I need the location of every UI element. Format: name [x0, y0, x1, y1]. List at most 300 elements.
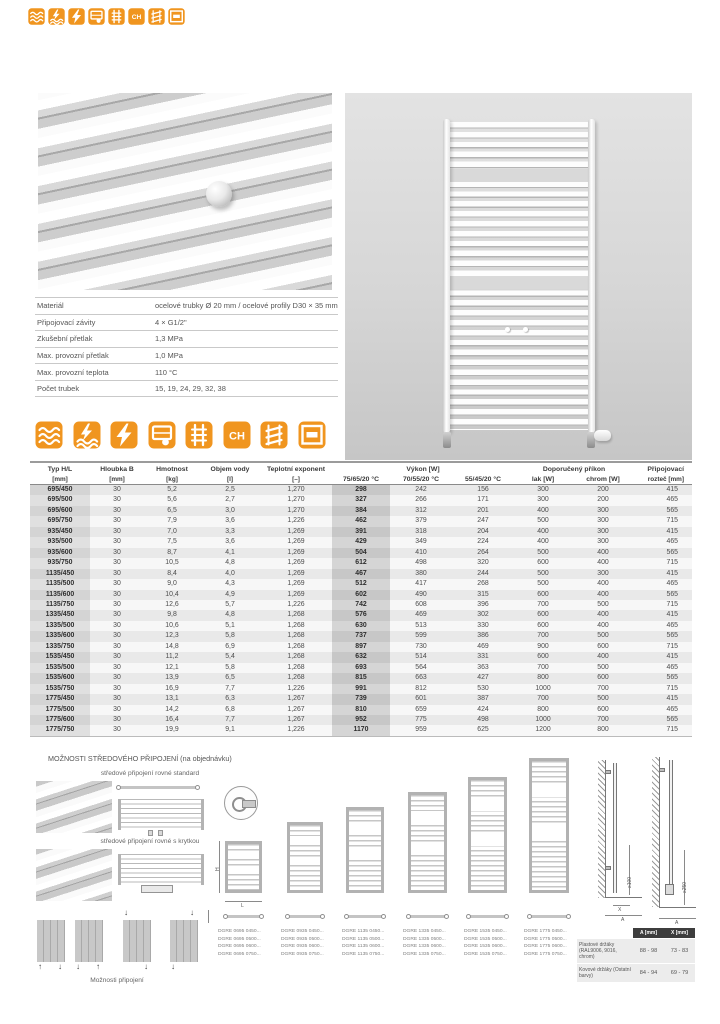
- spec-cell: 1,268: [260, 621, 332, 631]
- material-value: 1,3 MPa: [155, 334, 183, 344]
- spec-cell: 415: [634, 485, 692, 496]
- spec-cell: 498: [452, 715, 514, 725]
- top-view-bar: [225, 915, 262, 918]
- spec-cell: 30: [90, 631, 144, 641]
- spec-cell: 465: [634, 705, 692, 715]
- radiator-size-drawing-5: [468, 777, 507, 893]
- radiator-tubes-graphic: [38, 93, 332, 290]
- model-code: DGRE 1135 0750...: [342, 951, 385, 957]
- wall-bracket: [605, 770, 611, 774]
- model-code: DGRE 1335 0750...: [403, 951, 446, 957]
- spec-cell: 1,226: [260, 516, 332, 526]
- spec-cell: 300: [572, 537, 634, 547]
- material-label: Počet trubek: [37, 384, 80, 394]
- model-code: DGRE 1535 0750...: [464, 951, 507, 957]
- bracket-row-a: 84 - 94: [639, 970, 658, 976]
- spec-cell: 400: [514, 506, 572, 516]
- bracket-table-header: [577, 928, 695, 938]
- model-code: DGRE 1535 0500...: [464, 936, 507, 942]
- spec-cell: 201: [452, 506, 514, 516]
- model-code: DGRE 1535 0600...: [464, 944, 507, 950]
- dim-line-x: [613, 905, 630, 906]
- dim-label-min1: ≥100: [627, 876, 633, 888]
- col-header-chrom: chrom [W]: [586, 475, 620, 483]
- spec-cell: 415: [634, 610, 692, 620]
- spec-cell: 5,1: [200, 621, 260, 631]
- spec-cell: 300: [514, 495, 572, 505]
- up-arrow-icon: ↑: [38, 962, 42, 971]
- spec-table-row: [30, 527, 692, 537]
- variant1-top-view: [118, 786, 198, 789]
- spec-cell: 16,4: [144, 715, 200, 725]
- spec-cell: 1,268: [260, 642, 332, 652]
- spec-cell: 1,268: [260, 652, 332, 662]
- materials-row: [35, 297, 338, 314]
- spec-cell: 19,9: [144, 725, 200, 736]
- spec-cell: 30: [90, 705, 144, 715]
- spec-cell: 514: [390, 652, 452, 662]
- spec-cell: 504: [332, 548, 390, 558]
- spec-cell: 30: [90, 621, 144, 631]
- spec-cell: 400: [572, 579, 634, 589]
- materials-row: [35, 363, 338, 380]
- spec-cell: 320: [452, 558, 514, 568]
- spec-cell: 700: [514, 663, 572, 673]
- spec-cell: 700: [514, 631, 572, 641]
- spec-cell: 6,3: [200, 694, 260, 704]
- spec-cell: 715: [634, 558, 692, 568]
- spec-cell: 300: [572, 516, 634, 526]
- spec-cell: 30: [90, 684, 144, 694]
- thermostat-knob-graphic: [206, 181, 232, 207]
- model-code: DGRE 1775 0600...: [524, 944, 567, 950]
- spec-cell: 897: [332, 642, 390, 652]
- spec-cell: 300: [572, 569, 634, 579]
- spec-cell: 247: [452, 516, 514, 526]
- model-label-column: [403, 928, 463, 958]
- material-value: 110 °C: [155, 367, 178, 377]
- spec-cell-typ: 1535/600: [30, 673, 90, 683]
- central-heating-icon: [128, 8, 145, 25]
- spec-cell: 599: [390, 631, 452, 641]
- spec-cell: 1,269: [260, 558, 332, 568]
- dim-tick: [208, 910, 209, 923]
- spec-cell: 500: [572, 663, 634, 673]
- window-frame-icon: [168, 8, 185, 25]
- spec-cell: 490: [390, 590, 452, 600]
- spec-cell: 600: [514, 652, 572, 662]
- top-view-bar: [287, 915, 323, 918]
- model-code: DGRE 0935 0450...: [281, 929, 324, 934]
- spec-cell-typ: 1535/500: [30, 663, 90, 673]
- top-view-bar: [529, 915, 569, 918]
- spec-cell: 30: [90, 694, 144, 704]
- spec-cell: 810: [332, 705, 390, 715]
- bracket-row-a: 88 - 98: [639, 948, 658, 954]
- spec-cell: 715: [634, 516, 692, 526]
- spec-cell: 700: [514, 600, 572, 610]
- spec-cell: 700: [514, 694, 572, 704]
- spec-cell: 1,269: [260, 527, 332, 537]
- spec-cell: 10,4: [144, 590, 200, 600]
- variant2-label: středové připojení rovné s krytkou: [100, 838, 200, 845]
- spec-cell: 391: [332, 527, 390, 537]
- spec-cell-typ: 695/600: [30, 506, 90, 516]
- connection-stub: [148, 830, 153, 836]
- col-header-t55: 55/45/20 °C: [465, 475, 501, 483]
- spec-cell: 424: [452, 705, 514, 715]
- spec-cell: 565: [634, 631, 692, 641]
- spec-cell: 3,6: [200, 516, 260, 526]
- model-code: DGRE 1335 0450...: [403, 929, 446, 934]
- dim-line-a2: [659, 918, 696, 919]
- spec-cell: 30: [90, 485, 144, 496]
- ladder-radiator-graphic: [443, 119, 595, 433]
- spec-cell: 469: [390, 610, 452, 620]
- valve-stub: [443, 432, 451, 448]
- spec-table-row: [30, 610, 692, 620]
- svg-text:CH: CH: [228, 430, 245, 443]
- spec-cell: 7,7: [200, 684, 260, 694]
- bracket-table-row: [577, 938, 695, 963]
- spec-cell: 30: [90, 558, 144, 568]
- radiator-full-photo: [345, 93, 692, 460]
- spec-cell: 700: [572, 715, 634, 725]
- hot-water-icon: [28, 8, 45, 25]
- spec-cell: 1,267: [260, 715, 332, 725]
- spec-table-row: [30, 621, 692, 631]
- electric-icon: [110, 421, 138, 449]
- spec-cell: 500: [514, 579, 572, 589]
- spec-cell-typ: 935/500: [30, 537, 90, 547]
- spec-cell: 12,1: [144, 663, 200, 673]
- materials-table: [35, 297, 338, 397]
- spec-cell: 693: [332, 663, 390, 673]
- spec-cell: 400: [514, 527, 572, 537]
- dim-label-min2: ≥250: [682, 881, 688, 893]
- radiator-side-view: [613, 763, 617, 893]
- angled-tubes-icon: [260, 421, 288, 449]
- spec-cell: 1,269: [260, 548, 332, 558]
- spec-cell: 715: [634, 600, 692, 610]
- spec-cell-typ: 1535/750: [30, 684, 90, 694]
- spec-cell: 4,8: [200, 610, 260, 620]
- spec-cell: 268: [452, 579, 514, 589]
- spec-cell: 465: [634, 663, 692, 673]
- spec-table-row: [30, 558, 692, 568]
- spec-cell: 600: [572, 642, 634, 652]
- radiator-size-drawing-3: [346, 807, 384, 893]
- spec-cell: 16,9: [144, 684, 200, 694]
- spec-cell: 387: [452, 694, 514, 704]
- spec-cell: 1,269: [260, 579, 332, 589]
- group-header-prikon: Doporučený příkon: [542, 466, 606, 473]
- spec-cell: 1,268: [260, 631, 332, 641]
- spec-cell: 5,8: [200, 631, 260, 641]
- wall-bracket: [659, 768, 665, 772]
- valve-side-view: [665, 884, 674, 895]
- spec-cell-typ: 1135/500: [30, 579, 90, 589]
- bracket-table-row: [577, 963, 695, 982]
- spec-cell: 600: [572, 705, 634, 715]
- central-heating-icon: [223, 421, 251, 449]
- floor-line: [659, 907, 696, 908]
- spec-cell: 9,8: [144, 610, 200, 620]
- spec-cell: 5,4: [200, 652, 260, 662]
- spec-cell: 6,9: [200, 642, 260, 652]
- spec-cell: 30: [90, 506, 144, 516]
- radiator-size-drawing-6: [529, 758, 569, 893]
- spec-cell: 380: [390, 569, 452, 579]
- spec-table-row: [30, 590, 692, 600]
- spec-cell: 1,269: [260, 537, 332, 547]
- spec-cell: 400: [572, 548, 634, 558]
- spec-cell: 630: [332, 621, 390, 631]
- col-header-t70: 70/55/20 °C: [403, 475, 439, 483]
- spec-table-row: [30, 506, 692, 516]
- model-label-column: [464, 928, 524, 958]
- spec-cell: 327: [332, 495, 390, 505]
- col-header-lak: lak [W]: [531, 475, 555, 483]
- spec-cell: 396: [452, 600, 514, 610]
- model-code: DGRE 1775 0450...: [524, 929, 567, 934]
- spec-cell: 565: [634, 548, 692, 558]
- spec-cell: 429: [332, 537, 390, 547]
- spec-cell: 4,8: [200, 558, 260, 568]
- material-value: ocelové trubky Ø 20 mm / ocelové profily D30 × 35 mm: [155, 301, 338, 311]
- down-arrow-icon: ↓: [124, 908, 128, 917]
- spec-cell: 315: [452, 590, 514, 600]
- spec-cell: 700: [572, 684, 634, 694]
- spec-cell: 465: [634, 621, 692, 631]
- radiator-rail-left: [443, 119, 450, 433]
- spec-cell: 632: [332, 652, 390, 662]
- spec-cell-typ: 1135/600: [30, 590, 90, 600]
- spec-cell: 7,9: [144, 516, 200, 526]
- spec-table-row: [30, 548, 692, 558]
- material-label: Připojovací závity: [37, 317, 96, 327]
- material-value: 1,0 MPa: [155, 350, 183, 360]
- spec-cell: 200: [572, 495, 634, 505]
- spec-table-row: [30, 652, 692, 662]
- spec-cell: 1200: [514, 725, 572, 736]
- spec-cell: 1,226: [260, 725, 332, 736]
- col-header-hmotnost: Hmotnost [kg]: [156, 466, 188, 483]
- spec-cell: 30: [90, 642, 144, 652]
- spec-cell: 1,269: [260, 590, 332, 600]
- spec-cell: 13,1: [144, 694, 200, 704]
- spec-cell: 576: [332, 610, 390, 620]
- vent-dot: [523, 327, 528, 332]
- bracket-row-x: 69 - 79: [670, 970, 689, 976]
- top-view-bar: [468, 915, 507, 918]
- bracket-row-label: Kovové držáky (Ostatní barvy): [579, 967, 631, 979]
- spec-table-row: [30, 516, 692, 526]
- spec-cell: 30: [90, 569, 144, 579]
- spec-table-row: [30, 663, 692, 673]
- spec-cell: 1,226: [260, 684, 332, 694]
- spec-cell: 3,3: [200, 527, 260, 537]
- spec-table-row: [30, 600, 692, 610]
- spec-cell: 300: [572, 527, 634, 537]
- spec-cell: 30: [90, 495, 144, 505]
- materials-row: [35, 380, 338, 398]
- spec-table: [30, 465, 692, 737]
- spec-cell: 386: [452, 631, 514, 641]
- radiator-valve-icon: [148, 421, 176, 449]
- spec-cell: 663: [390, 673, 452, 683]
- connection-option-1: [37, 920, 65, 962]
- bracket-row-x: 73 - 83: [670, 948, 689, 954]
- spec-cell: 465: [634, 495, 692, 505]
- model-code: DGRE 0695 0500...: [218, 936, 261, 942]
- spec-cell: 30: [90, 610, 144, 620]
- spec-cell: 302: [452, 610, 514, 620]
- spec-cell: 2,7: [200, 495, 260, 505]
- spec-cell: 469: [452, 642, 514, 652]
- spec-cell: 1,267: [260, 705, 332, 715]
- spec-cell-typ: 695/500: [30, 495, 90, 505]
- spec-cell: 512: [332, 579, 390, 589]
- model-label-column: [218, 928, 278, 958]
- spec-cell: 14,2: [144, 705, 200, 715]
- spec-cell: 7,0: [144, 527, 200, 537]
- window-frame-icon: [298, 421, 326, 449]
- spec-cell: 5,7: [200, 600, 260, 610]
- wall-bracket: [605, 866, 611, 870]
- materials-row: [35, 314, 338, 331]
- variant1-photo: [36, 781, 112, 833]
- top-view-bar: [408, 915, 447, 918]
- spec-cell-typ: 1335/600: [30, 631, 90, 641]
- bracket-dimension-table: [577, 928, 695, 982]
- spec-cell: 242: [390, 485, 452, 496]
- materials-row: [35, 347, 338, 364]
- spec-cell: 1000: [514, 715, 572, 725]
- spec-cell: 30: [90, 600, 144, 610]
- col-header-objem: Objem vody [l]: [210, 466, 250, 483]
- spec-cell-typ: 695/450: [30, 485, 90, 496]
- spec-cell: 1,270: [260, 495, 332, 505]
- up-arrow-icon: ↑: [96, 962, 100, 971]
- col-x-header: X [mm]: [664, 928, 695, 938]
- col-header-hloubka: Hloubka B [mm]: [100, 466, 134, 483]
- bracket-row-label: Plastové držáky (RAL9006, 9016, chrom): [579, 942, 617, 960]
- col-header-roztec: Připojovací rozteč [mm]: [647, 466, 684, 483]
- connection-stub: [158, 830, 163, 836]
- spec-table-row: [30, 642, 692, 652]
- radiator-gap: [449, 276, 589, 289]
- angled-tubes-icon: [148, 8, 165, 25]
- spec-cell: 379: [390, 516, 452, 526]
- spec-table-row: [30, 694, 692, 704]
- spec-cell: 602: [332, 590, 390, 600]
- spec-cell: 30: [90, 548, 144, 558]
- model-code: DGRE 1535 0450...: [464, 929, 507, 934]
- spec-cell: 171: [452, 495, 514, 505]
- tubes-graphic: [36, 781, 112, 833]
- material-value: 4 × G1/2": [155, 317, 187, 327]
- spec-cell: 498: [390, 558, 452, 568]
- wall-hatch: [598, 760, 606, 898]
- spec-cell: 1,270: [260, 506, 332, 516]
- spec-cell: 30: [90, 579, 144, 589]
- bottom-section-title: MOŽNOSTI STŘEDOVÉHO PŘIPOJENÍ (na objednávku): [48, 754, 232, 763]
- spec-cell: 715: [634, 642, 692, 652]
- spec-cell: 9,1: [200, 725, 260, 736]
- down-arrow-icon: ↓: [190, 908, 194, 917]
- spec-cell-typ: 1135/750: [30, 600, 90, 610]
- spec-cell: 737: [332, 631, 390, 641]
- spec-cell: 266: [390, 495, 452, 505]
- spec-cell-typ: 1535/450: [30, 652, 90, 662]
- spec-cell: 1,268: [260, 663, 332, 673]
- spec-table-row: [30, 715, 692, 725]
- spec-cell: 6,8: [200, 705, 260, 715]
- spec-cell: 513: [390, 621, 452, 631]
- wall-hatch: [652, 757, 660, 907]
- col-a-header: A [mm]: [633, 928, 664, 938]
- spec-cell: 30: [90, 527, 144, 537]
- spec-cell: 417: [390, 579, 452, 589]
- combined-water-electric-icon: [48, 8, 65, 25]
- model-code: DGRE 0935 0600...: [281, 944, 324, 950]
- spec-cell-typ: 1775/600: [30, 715, 90, 725]
- spec-cell: 400: [572, 558, 634, 568]
- radiator-detail-photo: [38, 93, 332, 290]
- material-label: Zkušební přetlak: [37, 334, 93, 344]
- dim-label-a1: A: [621, 917, 625, 923]
- spec-cell: 500: [514, 516, 572, 526]
- spec-cell-typ: 935/750: [30, 558, 90, 568]
- spec-cell: 991: [332, 684, 390, 694]
- detail-arm: [242, 800, 256, 808]
- top-view-bar: [346, 915, 384, 918]
- top-icon-strip: [28, 8, 185, 25]
- spec-cell: 400: [572, 621, 634, 631]
- spec-cell: 500: [572, 631, 634, 641]
- spec-cell: 8,4: [144, 569, 200, 579]
- spec-cell: 318: [390, 527, 452, 537]
- ladder-icon: [185, 421, 213, 449]
- thermostat-head: [594, 430, 611, 441]
- spec-cell: 565: [634, 715, 692, 725]
- down-arrow-icon: ↓: [76, 962, 80, 971]
- spec-cell: 815: [332, 673, 390, 683]
- materials-row: [35, 330, 338, 347]
- model-code: DGRE 1135 0600...: [342, 944, 385, 950]
- spec-cell: 3,0: [200, 506, 260, 516]
- dim-line-l: [225, 901, 262, 902]
- spec-cell: 1,268: [260, 610, 332, 620]
- spec-cell: 400: [572, 610, 634, 620]
- spec-cell: 601: [390, 694, 452, 704]
- spec-cell: 612: [332, 558, 390, 568]
- spec-cell: 10,5: [144, 558, 200, 568]
- spec-cell: 715: [634, 725, 692, 736]
- spec-cell-typ: 1335/450: [30, 610, 90, 620]
- radiator-size-drawing-4: [408, 792, 447, 893]
- spec-cell: 9,0: [144, 579, 200, 589]
- model-code: DGRE 1335 0500...: [403, 936, 446, 942]
- spec-cell: 6,5: [144, 506, 200, 516]
- connection-option-3: [123, 920, 151, 962]
- model-code: DGRE 0695 0750...: [218, 951, 261, 957]
- spec-cell: 7,7: [200, 715, 260, 725]
- spec-cell: 224: [452, 537, 514, 547]
- spec-cell: 30: [90, 663, 144, 673]
- spec-cell: 400: [572, 590, 634, 600]
